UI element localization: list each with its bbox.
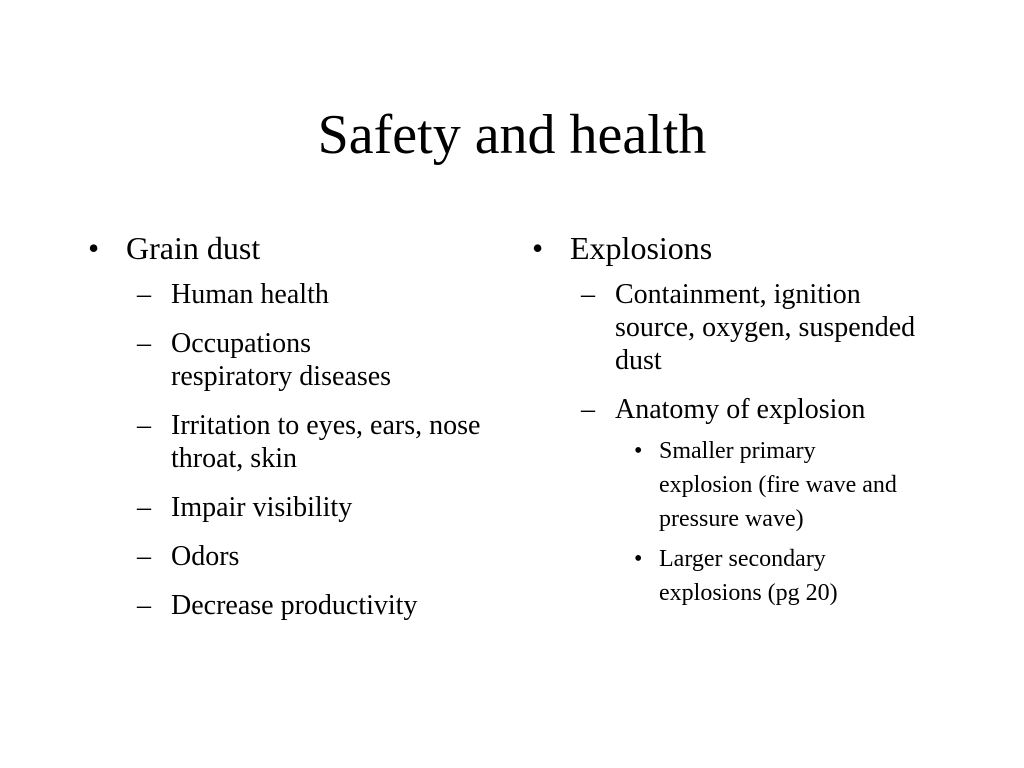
dash-icon: –	[137, 410, 151, 441]
sub-bullet-text: Impair visibility	[171, 492, 353, 523]
sub-bullet	[528, 393, 938, 426]
dash-icon: –	[137, 541, 151, 572]
sub-bullet-text: Anatomy of explosion	[615, 394, 866, 425]
bullet-icon: •	[88, 230, 100, 266]
dash-icon: –	[137, 328, 151, 359]
sub-bullet	[84, 278, 494, 311]
bullet-text: Grain dust	[126, 230, 261, 266]
sub-sub-bullet-text: Larger secondary explosions (pg 20)	[659, 546, 838, 606]
sub-bullet	[84, 491, 494, 524]
sub-bullet	[84, 327, 494, 393]
sub-bullet-text: Odors	[171, 541, 240, 572]
dash-icon: –	[137, 492, 151, 523]
dash-icon: –	[137, 279, 151, 310]
sub-bullet	[84, 540, 494, 573]
sub-bullet-text: Irritation to eyes, ears, nose throat, skin	[171, 410, 481, 474]
sub-sub-bullet	[528, 434, 938, 536]
bullet-icon: •	[532, 230, 544, 266]
sub-bullet	[84, 589, 494, 622]
bullet-text: Explosions	[570, 230, 713, 266]
bullet-explosions	[528, 228, 938, 268]
sub-bullet-text: Containment, ignition source, oxygen, suspended dust	[615, 279, 916, 376]
dash-icon: –	[137, 590, 151, 621]
dash-icon: –	[581, 279, 595, 310]
slide-title: Safety and health	[317, 104, 707, 166]
sub-bullet-text: Occupations respiratory diseases	[171, 328, 392, 392]
bullet-icon: •	[634, 546, 643, 572]
sub-sub-bullet-text: Smaller primary explosion (fire wave and pressure wave)	[659, 438, 897, 532]
right-column	[528, 228, 938, 616]
dash-icon: –	[581, 394, 595, 425]
left-column	[84, 228, 494, 638]
bullet-grain-dust	[84, 228, 494, 268]
sub-bullet-text: Decrease productivity	[171, 590, 418, 621]
sub-bullet-text: Human health	[171, 279, 329, 310]
bullet-icon: •	[634, 438, 643, 464]
sub-bullet	[528, 278, 938, 377]
sub-bullet	[84, 409, 494, 475]
sub-sub-bullet	[528, 542, 938, 610]
